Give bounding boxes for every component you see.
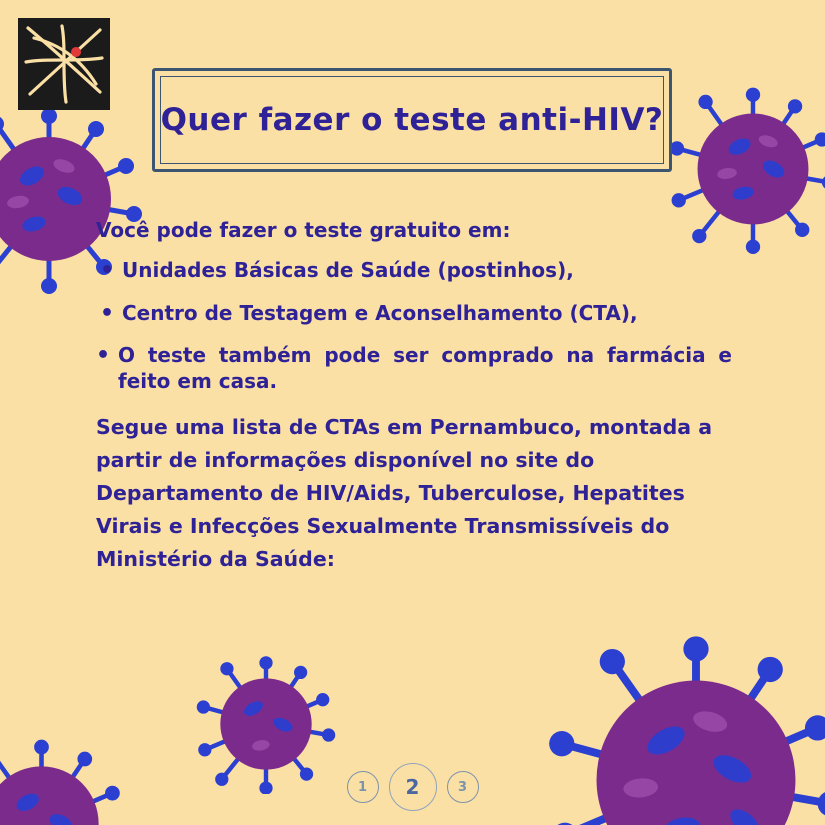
page-dot-2[interactable]: 2 [389, 763, 437, 811]
list-item: • Unidades Básicas de Saúde (postinhos), [96, 258, 732, 284]
title-banner [152, 68, 672, 172]
list-item: • Centro de Testagem e Aconselhamento (CTA), [96, 301, 732, 327]
page-title: Quer fazer o teste anti-HIV? [160, 102, 664, 138]
logo-mark [18, 18, 110, 110]
intro-text: Você pode fazer o teste gratuito em: [96, 218, 511, 242]
body-content [96, 218, 732, 575]
page-dot-3[interactable]: 3 [447, 771, 479, 803]
closing-paragraph: Segue uma lista de CTAs em Pernambuco, montada a partir de informações disponível no site do Departamento de HIV/Aids, Tuberculose, Hepatites Virais e Infecções Sexualmente Transmissíveis do Ministério da Saúde: [96, 415, 713, 571]
bullet-list [96, 258, 732, 394]
list-item: • O teste também pode ser comprado na farmácia e feito em casa. [96, 343, 732, 394]
pagination [0, 763, 825, 811]
page-dot-1[interactable]: 1 [347, 771, 379, 803]
